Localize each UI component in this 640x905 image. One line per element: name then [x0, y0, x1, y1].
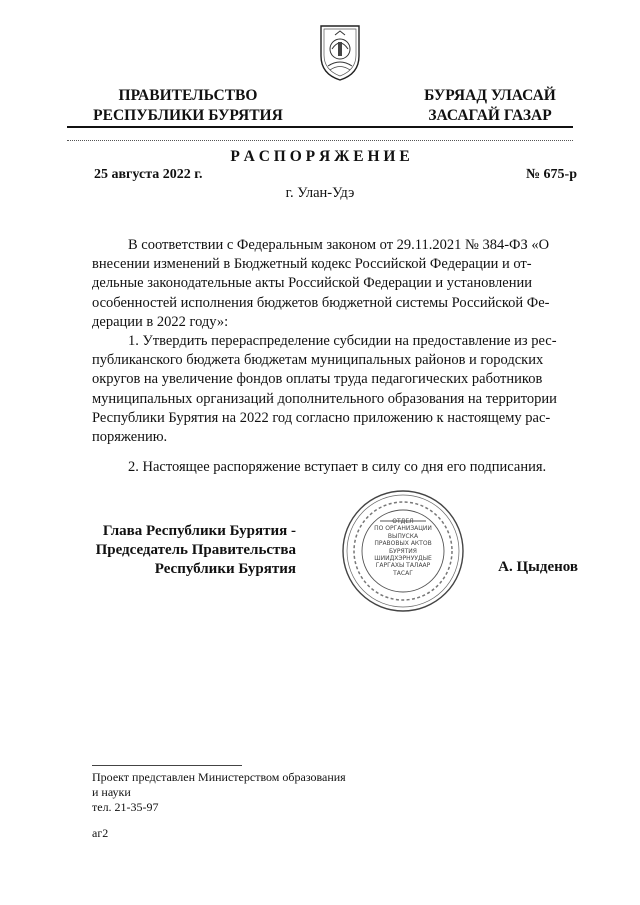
item2-line: 2. Настоящее распоряжение вступает в силу со дня его подписания.: [128, 459, 547, 475]
stamp-line-1: ОТДЕЛ: [392, 518, 414, 525]
signatory-position: [60, 522, 296, 579]
intro-line-4: особенностей исполнения бюджетов бюджетной системы Российской Фе-: [92, 294, 550, 311]
stamp-line-2: ПО ОРГАНИЗАЦИИ: [374, 525, 432, 533]
coat-of-arms-emblem: [318, 22, 362, 82]
item1-line-3: округов на увеличение фондов оплаты труда педагогических работников: [92, 371, 543, 388]
document-city: г. Улан-Удэ: [285, 185, 355, 201]
intro-line-2: внесении изменений в Бюджетный кодекс Российской Федерации и от-: [92, 256, 532, 273]
intro-paragraph: [92, 236, 566, 332]
item1-line-1: 1. Утвердить перераспределение субсидии на предоставление из рес-: [128, 333, 557, 349]
header-left: [78, 86, 298, 126]
intro-line-1: В соответствии с Федеральным законом от 29.11.2021 № 384-ФЗ «О: [128, 237, 550, 253]
header-right-line2: ЗАСАГАЙ ГАЗАР: [428, 107, 552, 124]
footer-line-1: Проект представлен Министерством образования: [92, 770, 346, 784]
header-right: [390, 86, 590, 126]
stamp-center-text: [362, 518, 444, 577]
stamp-line-8: ТАСАГ: [393, 569, 413, 577]
signatory-name: А. Цыденов: [498, 559, 578, 575]
footer-phone: тел. 21-35-97: [92, 800, 159, 814]
item1-line-5: Республики Бурятия на 2022 год согласно приложению к настоящему рас-: [92, 409, 551, 426]
stamp-line-6: ШИИДХЭРНУУДЫЕ: [374, 555, 432, 563]
stamp-line-7: ГАРГАХЫ ТАЛААР: [375, 562, 431, 570]
document-title: Р А С П О Р Я Ж Е Н И Е: [230, 148, 410, 165]
item1-line-2: публиканского бюджета бюджетам муниципальных районов и городских: [92, 352, 544, 369]
item-1-paragraph: [92, 332, 566, 447]
footer-rule: [92, 765, 242, 766]
document-date: 25 августа 2022 г.: [94, 167, 203, 182]
stamp-line-4: ПРАВОВЫХ АКТОВ: [374, 540, 432, 548]
signatory-position-line2: Председатель Правительства: [95, 542, 296, 558]
signatory-position-line3: Республики Бурятия: [154, 561, 296, 577]
item1-line-4: муниципальных организаций дополнительного образования на территории: [92, 390, 557, 407]
header-left-line2: РЕСПУБЛИКИ БУРЯТИЯ: [93, 107, 283, 124]
header-left-line1: ПРАВИТЕЛЬСТВО: [118, 87, 258, 104]
intro-line-3: дельные законодательные акты Российской Федерации и установлении: [92, 275, 532, 292]
item1-line-6: поряжению.: [92, 429, 168, 446]
document-number: № 675-р: [525, 167, 577, 182]
stamp-line-5: БУРЯТИЯ: [389, 547, 417, 555]
header-right-line1: БУРЯАД УЛАСАЙ: [424, 87, 556, 104]
stamp-line-3: ВЫПУСКА: [387, 532, 419, 540]
official-stamp: [340, 488, 466, 614]
footer-code: аг2: [92, 826, 109, 840]
item-2-paragraph: [92, 458, 566, 477]
header-rule-thick: [67, 126, 573, 128]
intro-line-5: дерации в 2022 году»:: [92, 313, 229, 330]
header-rule-dotted: [67, 140, 573, 141]
footer-line-2: и науки: [92, 785, 131, 799]
signatory-position-line1: Глава Республики Бурятия -: [102, 523, 296, 539]
footer-notes: [92, 770, 392, 815]
